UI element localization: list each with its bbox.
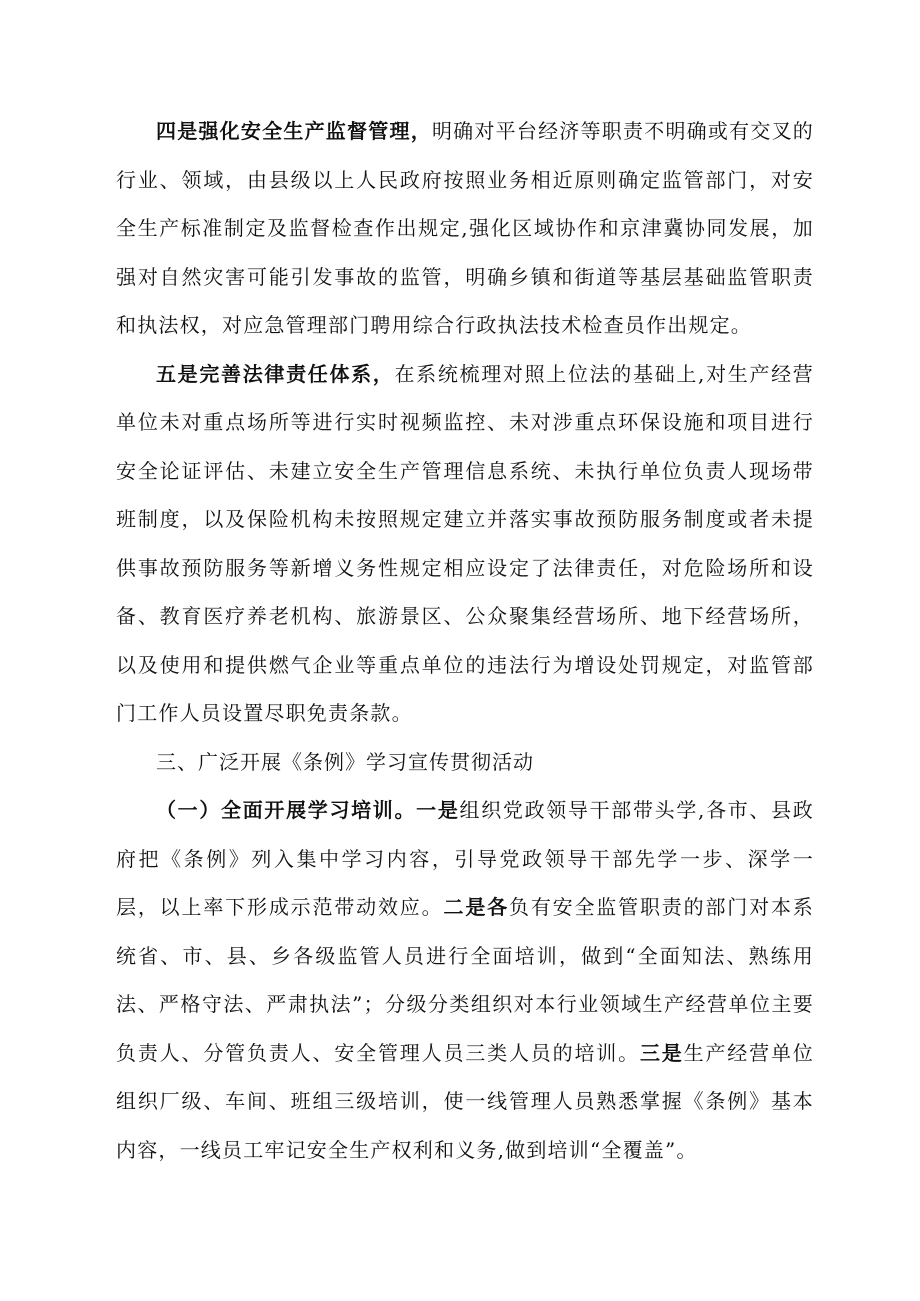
paragraph-legal-responsibility: [116, 350, 814, 738]
paragraph-text: 在系统梳理对照上位法的基础上,对生产经营单位未对重点场所等进行实时视频监控、未对涉重点环保设施和项目进行安全论证评估、未建立安全生产管理信息系统、未执行单位负责人现场带班制度，以及保险机构未按照规定建立并落实事故预防服务制度或者未提供事故预防服务等新增义务性规定相应设定了法律责任，对危险场所和设备、教育医疗养老机构、旅游景区、公众聚集经营场所、地下经营场所，以及使用和提供燃气企业等重点单位的违法行为增设处罚规定，对监管部门工作人员设置尽职免责条款。: [116, 361, 815, 725]
paragraph-safety-supervision: [116, 107, 814, 350]
section-heading: 三、广泛开展《条例》学习宣传贯彻活动: [156, 749, 534, 774]
paragraph-lead: 四是强化安全生产监督管理，: [156, 119, 432, 143]
paragraph-training: [116, 786, 814, 1174]
paragraph-text: 生产经营单位组织厂级、车间、班组三级培训，使一线管理人员熟悉掌握《条例》基本内容，一线员工牢记安全生产权利和义务,做到培训“全覆盖”。: [116, 1040, 814, 1162]
keyword-third: 三是: [639, 1040, 684, 1065]
keyword-second: 二是各: [443, 895, 509, 919]
paragraph-lead: 五是完善法律责任体系，: [156, 361, 395, 386]
paragraph-lead: （一）全面开展学习培训。: [156, 798, 417, 822]
keyword-first: 一是: [416, 798, 460, 822]
paragraph-text: 组织党政领导干部带头学,各市、县政府把《条例》列入集中学习内容，引导党政领导干部先学一步、深学一层，以上率下形成示范带动效应。: [116, 798, 814, 919]
paragraph-text: 负有安全监管职责的部门对本系统省、市、县、乡各级监管人员进行全面培训，做到“全面知法、熟练用法、严格守法、严肃执法”；分级分类组织对本行业领域生产经营单位主要负责人、分管负责人、安全管理人员三类人员的培训。: [116, 895, 814, 1065]
document-body: [116, 107, 814, 1174]
paragraph-text: 明确对平台经济等职责不明确或有交叉的行业、领域，由县级以上人民政府按照业务相近原则确定监管部门，对安全生产标准制定及监督检查作出规定,强化区域协作和京津冀协同发展，加强对自然灾害可能引发事故的监管，明确乡镇和街道等基层基础监管职责和执法权，对应急管理部门聘用综合行政执法技术检查员作出规定。: [116, 119, 814, 337]
